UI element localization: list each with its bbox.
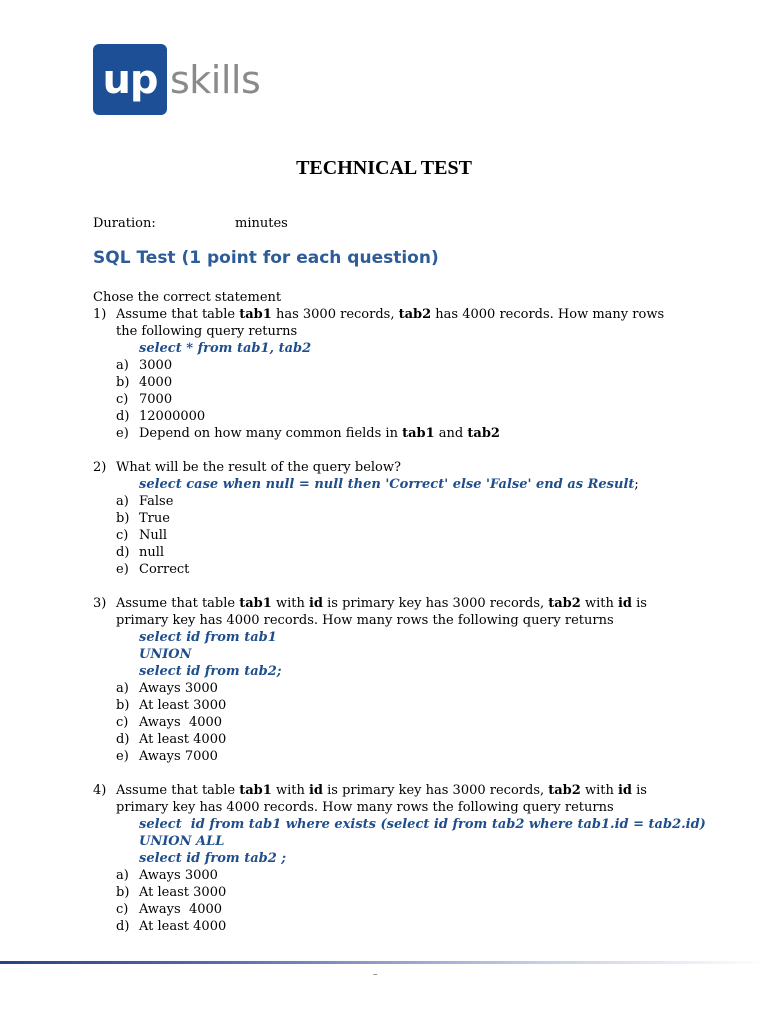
- question-2: [93, 459, 673, 476]
- answer-option: [93, 901, 673, 918]
- logo-wordmark: skills: [170, 57, 261, 102]
- table-name: tab1: [402, 426, 435, 441]
- table-name: tab2: [548, 596, 581, 611]
- option-text: Aways 4000: [139, 715, 223, 730]
- answer-option: [93, 510, 673, 527]
- option-letter: c): [116, 528, 129, 543]
- answer-option: [93, 731, 673, 748]
- option-text: 7000: [139, 392, 173, 407]
- table-name: tab2: [467, 426, 500, 441]
- text-part: is primary key has 3000 records,: [323, 783, 549, 798]
- sql-code: [93, 476, 673, 493]
- sql-code: UNION ALL: [139, 834, 225, 849]
- answer-option: [93, 714, 673, 731]
- text-part: has 4000 records. How many rows the following query returns: [116, 307, 665, 339]
- footer-divider: [0, 961, 768, 964]
- option-text: 3000: [139, 358, 173, 373]
- option-letter: d): [116, 409, 130, 424]
- option-text: Aways 3000: [139, 681, 218, 696]
- sql-code: select id from tab2;: [139, 664, 282, 679]
- text-part: has 3000 records,: [271, 307, 399, 322]
- option-text: At least 4000: [139, 732, 227, 747]
- option-letter: b): [116, 698, 130, 713]
- question-text: What will be the result of the query below?: [116, 460, 401, 475]
- question-number: 2): [93, 460, 107, 475]
- option-letter: e): [116, 749, 129, 764]
- column-name: id: [308, 596, 324, 611]
- answer-option: [93, 748, 673, 765]
- intro-text: Chose the correct statement: [93, 290, 282, 305]
- option-letter: a): [116, 868, 129, 883]
- option-text: False: [139, 494, 174, 509]
- column-name: id: [617, 596, 633, 611]
- option-letter: d): [116, 732, 130, 747]
- sql-code: UNION: [139, 647, 192, 662]
- question-number: 4): [93, 783, 107, 798]
- option-letter: d): [116, 919, 130, 934]
- sql-terminator: ;: [634, 477, 639, 492]
- question-4: [93, 782, 673, 816]
- table-name: tab1: [239, 307, 272, 322]
- column-name: id: [617, 783, 633, 798]
- answer-option: [93, 357, 673, 374]
- table-name: tab1: [239, 783, 272, 798]
- option-text: null: [139, 545, 165, 560]
- text-part: is primary key has 4000 records. How many rows the following query returns: [116, 596, 647, 628]
- answer-option: [93, 425, 673, 442]
- option-text: At least 3000: [139, 698, 227, 713]
- answer-option: [93, 493, 673, 510]
- answer-option: [93, 918, 673, 935]
- answer-option: [93, 697, 673, 714]
- question-1: [93, 306, 673, 340]
- question-text: [116, 306, 673, 340]
- text-part: Depend on how many common fields in: [139, 426, 403, 441]
- question-text: [116, 595, 673, 629]
- option-text: Aways 4000: [139, 902, 223, 917]
- duration-line: [93, 216, 288, 231]
- text-part: with: [271, 783, 309, 798]
- table-name: tab2: [548, 783, 581, 798]
- sql-code: select id from tab1 where exists (select id from tab2 where tab1.id = tab2.id): [139, 817, 706, 832]
- option-text: Correct: [139, 562, 190, 577]
- option-letter: a): [116, 681, 129, 696]
- table-name: tab2: [398, 307, 432, 322]
- option-text: Aways 7000: [139, 749, 218, 764]
- answer-option: [93, 544, 673, 561]
- section-heading: SQL Test (1 point for each question): [93, 248, 439, 268]
- answer-option: [93, 680, 673, 697]
- answer-option: [93, 561, 673, 578]
- text-part: Assume that table: [116, 307, 240, 322]
- footer-page-mark: –: [373, 970, 378, 980]
- text-part: Assume that table: [116, 596, 240, 611]
- option-text: Aways 3000: [139, 868, 218, 883]
- sql-code: select * from tab1, tab2: [139, 341, 312, 356]
- option-letter: b): [116, 885, 130, 900]
- option-letter: c): [116, 392, 129, 407]
- answer-option: [93, 527, 673, 544]
- option-letter: e): [116, 426, 129, 441]
- question-list: [93, 289, 706, 935]
- answer-option: [93, 408, 673, 425]
- option-text: 4000: [139, 375, 173, 390]
- text-part: with: [271, 596, 309, 611]
- option-letter: c): [116, 902, 129, 917]
- question-number: 1): [93, 307, 107, 322]
- logo-badge: up: [93, 44, 167, 115]
- answer-option: [93, 884, 673, 901]
- option-letter: a): [116, 358, 129, 373]
- question-text: [116, 782, 673, 816]
- option-text: At least 4000: [139, 919, 227, 934]
- text-part: and: [434, 426, 468, 441]
- option-letter: b): [116, 511, 130, 526]
- question-number: 3): [93, 596, 107, 611]
- question-3: [93, 595, 673, 629]
- option-text: Null: [139, 528, 168, 543]
- answer-option: [93, 374, 673, 391]
- text-part: with: [580, 596, 618, 611]
- text-part: is primary key has 4000 records. How many rows the following query returns: [116, 783, 647, 815]
- sql-code: select id from tab1: [139, 630, 277, 645]
- table-name: tab1: [239, 596, 272, 611]
- option-letter: b): [116, 375, 130, 390]
- sql-code: select id from tab2 ;: [139, 851, 287, 866]
- option-letter: e): [116, 562, 129, 577]
- option-text: [139, 425, 500, 442]
- answer-option: [93, 867, 673, 884]
- upskills-logo: [93, 44, 260, 115]
- duration-label: Duration:: [93, 216, 156, 231]
- option-letter: a): [116, 494, 129, 509]
- text-part: is primary key has 3000 records,: [323, 596, 549, 611]
- column-name: id: [308, 783, 324, 798]
- text-part: with: [580, 783, 618, 798]
- sql-text: select case when null = null then 'Correct' else 'False' end as Result: [139, 477, 635, 492]
- option-text: 12000000: [139, 409, 206, 424]
- option-text: True: [139, 511, 170, 526]
- option-text: At least 3000: [139, 885, 227, 900]
- document-title: TECHNICAL TEST: [296, 157, 472, 179]
- text-part: Assume that table: [116, 783, 240, 798]
- answer-option: [93, 391, 673, 408]
- option-letter: c): [116, 715, 129, 730]
- duration-unit: minutes: [235, 216, 288, 231]
- option-letter: d): [116, 545, 130, 560]
